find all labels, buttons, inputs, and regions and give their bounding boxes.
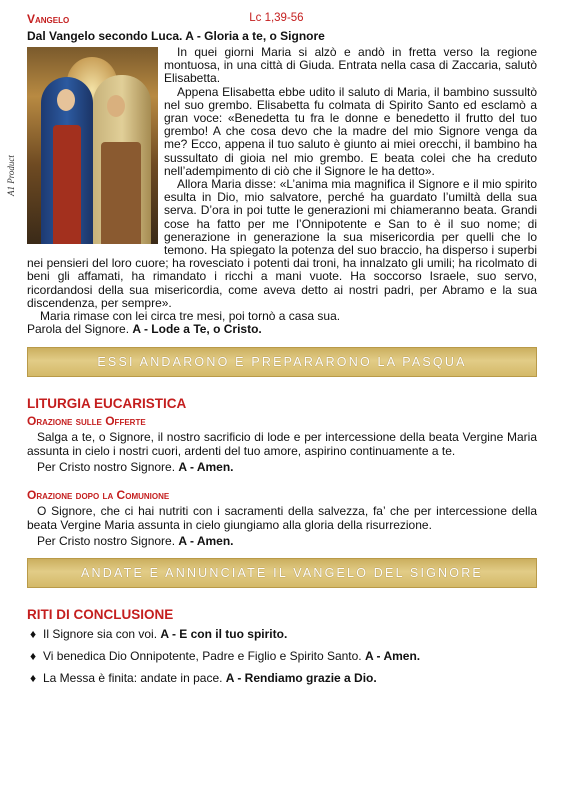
- gospel-closing: [27, 323, 537, 336]
- communion-title-text: Orazione dopo la Comunione: [27, 488, 170, 503]
- conclusion-title: RITI DI CONCLUSIONE: [27, 607, 174, 623]
- rite-text: Vi benedica Dio Onnipotente, Padre e Figlio e Spirito Santo.: [43, 649, 362, 664]
- offerings-title: [27, 414, 537, 428]
- rite-text: La Messa è finita: andate in pace.: [43, 671, 223, 686]
- gospel-paragraph: In quei giorni Maria si alzò e andò in fretta verso la regione montuosa, in una città di Giuda. Entrata nella casa di Zaccaria, salutò Elisabetta.: [164, 45, 537, 86]
- gospel-paragraph: Appena Elisabetta ebbe udito il saluto di Maria, il bambino sussultò nel suo grembo. Elisabetta fu colmata di Spirito Santo ed esclamò a gran voce: «Benedetta tu fra le donne e benedetto il frutto del tuo grembo! A che cosa devo che la madre del mio Signore venga da me? Ecco, appena il tuo saluto è giunto ai miei orecchi, il bambino ha sussultato di gioia nel mio grembo. E beata colei che ha creduto nell’adempimento di ciò che il Signore le ha detto».: [164, 84, 537, 178]
- rite-response: A - Amen.: [365, 649, 421, 664]
- diamond-bullet-icon: ♦: [30, 671, 37, 686]
- closing-response: A - Lode a Te, o Cristo.: [132, 322, 262, 337]
- gospel-paragraph: Allora Maria disse: «L’anima mia magnifica il Signore e il mio spirito esulta in Dio, mio salvatore, perché ha guardato l’umiltà della sua serva. D’ora in poi tutte le generazioni mi chiameranno beata. Grandi cose ha fatto per me l’Onnipotente e San to è il suo nome; di generazione in generazione la sua misericordia per quelli che lo temono. Ha spiegato la potenza del suo braccio, ha disperso i superbi nei pensieri del loro cuore; ha rovesciato i potenti dai troni, ha innalzato gli umili; ha ricolmato di beni gli affamati, ha rimandato i ricchi a mani vuote. Ha soccorso Israele, suo servo, ricordandosi della sua misericordia, come aveva detto ai nostri padri, per Abramo e la sua discendenza, per sempre».: [27, 177, 537, 310]
- rite-item: [27, 671, 537, 685]
- visitation-painting: [27, 47, 158, 244]
- offerings-prayer: [27, 431, 537, 458]
- rite-item: [27, 627, 537, 641]
- communion-close: Per Cristo nostro Signore.: [37, 534, 176, 549]
- communion-response: A - Amen.: [178, 534, 234, 549]
- closing-text: Parola del Signore.: [27, 322, 130, 337]
- diamond-bullet-icon: ♦: [30, 649, 37, 664]
- rite-response: A - E con il tuo spirito.: [160, 627, 288, 642]
- offerings-response: A - Amen.: [178, 460, 234, 475]
- painting-mary-face: [57, 89, 75, 111]
- rite-text: Il Signore sia con voi.: [43, 627, 158, 642]
- communion-prayer: [27, 505, 537, 532]
- offerings-text: Salga a te, o Signore, il nostro sacrificio di lode e per intercessione della beata Vergine Maria assunta in cielo i nostri cuori, ardenti del tuo amore, aspirino continuamente a te.: [27, 430, 537, 458]
- banner-prepare-passover: ESSI ANDARONO E PREPARARONO LA PASQUA: [27, 347, 537, 377]
- painting-mary-robe: [53, 125, 81, 244]
- offerings-close: Per Cristo nostro Signore.: [37, 460, 176, 475]
- diamond-bullet-icon: ♦: [30, 627, 37, 642]
- gospel-paragraph: Maria rimase con lei circa tre mesi, poi tornò a casa sua.: [40, 309, 341, 324]
- communion-ending: [27, 534, 537, 548]
- liturgy-page: [6, 12, 537, 686]
- image-credit: A1 Product: [6, 155, 16, 196]
- gospel-reading: [6, 45, 537, 337]
- communion-title: [27, 488, 537, 502]
- gospel-label: Vangelo: [27, 12, 70, 26]
- gospel-header: [27, 12, 537, 28]
- communion-text: O Signore, che ci hai nutriti con i sacramenti della salvezza, fa’ che per intercessione della beata Vergine Maria assunta in cielo giungiamo alla gloria della risurrezione.: [27, 504, 537, 532]
- banner-announce-gospel: ANDATE E ANNUNCIATE IL VANGELO DEL SIGNORE: [27, 558, 537, 588]
- gospel-title: Dal Vangelo secondo Luca. A - Gloria a te, o Signore: [27, 29, 325, 43]
- rite-response: A - Rendiamo grazie a Dio.: [225, 671, 377, 686]
- gospel-reference: Lc 1,39-56: [249, 12, 304, 24]
- offerings-title-text: Orazione sulle Offerte: [27, 414, 146, 429]
- painting-elizabeth-robe: [101, 142, 141, 244]
- offerings-ending: [27, 460, 537, 474]
- painting-elizabeth-face: [107, 95, 125, 117]
- rite-item: [27, 649, 537, 663]
- liturgy-title: LITURGIA EUCARISTICA: [27, 396, 187, 412]
